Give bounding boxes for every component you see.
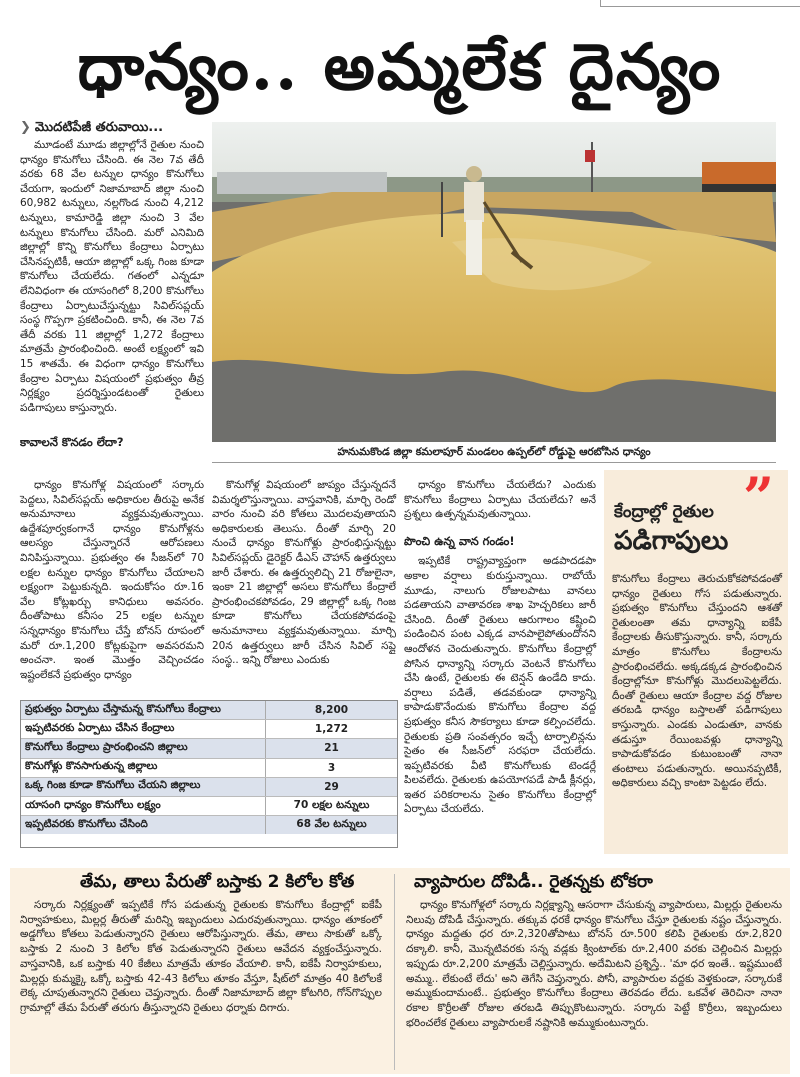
- grain-drying-photo: [212, 122, 776, 442]
- kicker: [20, 120, 163, 138]
- table-row: [21, 797, 397, 816]
- sidebar-title-large: పడిగాపులు: [614, 526, 729, 556]
- table-cell-label: ఇప్పటివరకు కొనుగోలు చేసింది: [21, 816, 266, 834]
- sidebar-title: కేంద్రాల్లో రైతుల: [614, 502, 714, 522]
- table-cell-value: 70 లక్షల టన్నులు: [293, 798, 370, 811]
- table-row: [21, 739, 397, 758]
- column-divider: [394, 874, 395, 1070]
- table-row: [21, 701, 397, 720]
- bottom-left-body: [20, 898, 382, 1016]
- table-cell-value: 21: [324, 742, 339, 755]
- bottom-right-body: [406, 898, 782, 1030]
- table-cell-value: 68 వేల టన్నులు: [296, 817, 367, 830]
- chevron-right-icon: ❯: [20, 120, 31, 135]
- paragraph: సర్కారు నిర్లక్ష్యంతో ఇప్పటికే గోస పడుతున్న రైతులకు కొనుగోలు కేంద్రాల్లో ఐకేపీ నిర్వాహకులు, మిల్లర్ల తీరుతో మరిన్ని ఇబ్బందులు ఎదురవుతున్నాయి. ధాన్యం తూకంలో అడ్డగోలు కోతలు పెడుతున్నారని రైతులు ఆరోపిస్తున్నారు. తేమ, తాలు సాకుతో ఒక్కో బస్తాకు 2 నుంచి 3 కిలోల కోత పెడుతున్నారని రైతులు ఆవేదన వ్యక్తంచేస్తున్నారు. వాస్తవానికి, ఒక బస్తాకు 40 కేజీలు మాత్రమే తూకం వేయాలి. కానీ, ఐకేపీ నిర్వాహకులు, మిల్లర్లు కుమ్మక్కై ఒక్కో బస్తాకు 42-43 కిలోలు తూకం వేస్తూ, షీట్‌లో మాత్రం 40 కిలోలకే లెక్క చూపుతున్నారని రైతులు చెప్తున్నారు. దీంతో నిజామాబాద్ జిల్లా కోటగిరి, గోన్‌గొప్పుల గ్రామాల్లో తేమ పేరుతో తరుగు తీస్తున్నారని రైతులు ధర్నాకు దిగారు.: [20, 899, 382, 1014]
- table-cell-label: యాసంగి ధాన్యం కొనుగోలు లక్ష్యం: [21, 797, 266, 815]
- paragraph: మూడంటే మూడు జిల్లాల్లోనే రైతుల నుంచి ధాన్యం కొనుగోలు చేసింది. ఈ నెల 7వ తేదీ వరకు 68 వేల టన్నుల ధాన్యం కొనుగోలు చేయగా, ఇందులో నిజామాబాద్ జిల్లా నుంచి 60,982 టన్నులు, నల్లగొండ నుంచి 4,212 టన్నులు, కామారెడ్డి జిల్లా నుంచి 3 వేల టన్నులు కొనుగోలు చేసింది. మరో ఎనిమిది జిల్లాల్లో కొన్ని కొనుగోలు కేంద్రాలు ఏర్పాటు చేసినప్పటికీ, ఆయా జిల్లాల్లో ఒక్క గింజ కూడా కొనుగోలు చేయలేదు. గతంలో ఎన్నడూ లేనివిధంగా ఈ యాసంగిలో 8,200 కొనుగోలు కేంద్రాలు ఏర్పాటుచేస్తున్నట్టు సివిల్‌సప్లయ్ సంస్థ గొప్పగా ప్రకటించింది. కానీ, ఈ నెల 7వ తేదీ వరకు 11 జిల్లాల్లో 1,272 కేంద్రాలు మాత్రమే ప్రారంభించింది. అంటే లక్ష్యంలో ఇవి 15 శాతమే. ఈ విధంగా ధాన్యం కొనుగోలు కేంద్రాల ఏర్పాటు విషయంలో ప్రభుత్వం తీవ్ర నిర్లక్ష్యం ప్రదర్శిస్తుండటంతో రైతులు పడిగాపులు కాస్తున్నారు.: [20, 139, 204, 414]
- table-row: [21, 816, 397, 834]
- bottom-right-title: వ్యాపారుల దోపిడీ.. రైతన్నకు టోకరా: [414, 872, 653, 892]
- table-cell-value: 1,272: [314, 723, 349, 736]
- table-cell-label: ఇప్పటివరకు ఏర్పాటు చేసిన కేంద్రాలు: [21, 720, 266, 738]
- subheading: పొంచి ఉన్న వాన గండం!: [404, 533, 515, 548]
- table-cell-label: కొనుగోలు కేంద్రాలు ప్రారంభించని జిల్లాలు: [21, 739, 266, 757]
- subheading: కావాలనే కొనడం లేదా?: [20, 435, 124, 450]
- article-column-1: [20, 138, 204, 456]
- table-cell-label: కొనుగోళ్లు కొనసాగుతున్న జిల్లాలు: [21, 759, 266, 777]
- table-cell-value: 29: [324, 780, 339, 793]
- kicker-text: మొదటిపేజీ తరువాయి...: [34, 120, 164, 135]
- headline: ధాన్యం.. అమ్మలేక దైన్యం: [77, 30, 723, 105]
- table-row: [21, 720, 397, 739]
- table-row: [21, 778, 397, 797]
- paragraph: ఇప్పటికే రాష్ట్రవ్యాప్తంగా అడపాదడపా అకాల వర్షాలు కురుస్తున్నాయి. రాబోయే మూడు, నాలుగు రోజులపాటు వానలు పడతాయని వాతావరణ శాఖ హెచ్చరికలు జారీ చేసింది. దీంతో రైతులు ఆరుగాలం కష్టించి పండించిన పంట ఎక్కడ వానపాలైపోతుందోనని ఆందోళన చెందుతున్నారు. కొనుగోలు కేంద్రాల్లో పోసిన ధాన్యాన్ని సర్కారు వెంటనే కొనుగోలు చేసి ఉంటే, రైతులకు ఈ టెన్షన్ ఉండేది కాదు. వర్షాలు పడితే, తడవకుండా ధాన్యాన్ని కాపాడుకొనేందుకు కొనుగోలు కేంద్రాల వద్ద ప్రభుత్వం కనీస సౌకర్యాలు కూడా కల్పించలేదు. రైతులకు ప్రతి సంవత్సరం ఇచ్చే టార్పాలిన్లను సైతం ఈ సీజన్‌లో సరఫరా చేయలేదు. ఇప్పటివరకు వీటి కొనుగోలుకు టెండర్లే పిలవలేదు. రైతులకు ఉపయోగపడే పాడీ క్లీనర్లు, ఇతర పరికరాలను సైతం కొనుగోలు కేంద్రాల్లో ఏర్పాటు చేయలేదు.: [404, 555, 596, 816]
- stats-table: [20, 700, 398, 848]
- article-column-2: [212, 478, 396, 668]
- divider: [212, 462, 776, 463]
- top-rule: [600, 0, 800, 7]
- paragraph: ధాన్యం కొనుగోళ్లలో సర్కారు నిర్లక్ష్యాన్ని ఆసరాగా చేసుకున్న వ్యాపారులు, మిల్లర్లు రైతులను నిలువు దోపిడీ చేస్తున్నారు. తక్కువ ధరకే ధాన్యం కొనుగోలు చేస్తూ రైతులకు నష్టం చేస్తున్నారు. ధాన్యం మద్దతు ధర రూ.2,320తోపాటు బోనస్ రూ.500 కలిపి రైతులకు రూ.2,820 దక్కాలి. కానీ, మొన్నటివరకు సన్న వడ్లకు క్వింటాల్‌కు రూ.2,400 వరకు చెల్లించిన మిల్లర్లు ఇప్పుడు రూ.2,200 మాత్రమే చెల్లిస్తున్నారు. అదేమిటని ప్రశ్నిస్తే.. 'మా ధర ఇంతే.. ఇష్టముంటే అమ్ము.. లేకుంటే లేదు' అని తెగేసి చెప్తున్నారు. పోనీ, వ్యాపారుల వద్దకు వెళ్తకుండా, సర్కారుకే అమ్ముకుందామంటే.. ప్రభుత్వం కొనుగోలు కేంద్రాలు తెరవడం లేదు. ఒకవేళ తెరిచినా నానా రకాల కొర్రీలతో రోజుల తరబడి తిప్పుకొంటున్నారు. సర్కారు పెట్టే కొర్రీలు, ఇబ్బందులు భరించలేక రైతులు వ్యాపారులకే నష్టానికి అమ్ముకుంటున్నారు.: [406, 899, 782, 1029]
- table-cell-value: 8,200: [314, 704, 349, 717]
- paragraph: ధాన్యం కొనుగోళ్ల విషయంలో సర్కారు పెద్దలు, సివిల్‌సప్లయ్ అధికారుల తీరుపై అనేక అనుమానాలు వ్యక్తమవుతున్నాయి. ఉద్దేశపూర్వకంగానే ధాన్యం కొనుగోళ్లను ఆలస్యం చేస్తున్నారనే ఆరోపణలు వినిపిస్తున్నాయి. ప్రభుత్వం ఈ సీజన్‌లో 70 లక్షల టన్నుల ధాన్యం కొనుగోలు చేయాలని లక్ష్యంగా పెట్టుకున్నది. ఇందుకోసం రూ.16 వేల కోట్లఖర్చు కానిధులు అవసరం. దీంతోపాటు కనీసం 25 లక్షల టన్నుల సన్నధాన్యం కొనుగోలు చేస్తే బోనస్ రూపంలో మరో రూ.1,200 కోట్లకుపైగా అవసరమని అంచనా. ఇంత మొత్తం వెచ్చించడం ఇష్టంలేకనే ప్రభుత్వం ధాన్యం: [20, 479, 204, 681]
- sidebar-body: కొనుగోలు కేంద్రాలు తెరుచుకోకపోవడంతో ధాన్యం రైతులు గోస పడుతున్నారు. ప్రభుత్వం కొనుగోలు చేస్తుందని ఆశతో రైతులంతా తమ ధాన్యాన్ని ఐకేపీ కేంద్రాలకు తీసుకొస్తున్నారు. కానీ, సర్కారు మాత్రం కొనుగోలు కేంద్రాలను ప్రారంభించలేదు. అక్కడక్కడ ప్రారంభించిన కేంద్రాల్లోనూ కొనుగోళ్లు మొదలుపెట్టలేదు. దీంతో రైతులు ఆయా కేంద్రాల వద్ద రోజుల తరబడి ధాన్యం బస్తాలతో పడిగాపులు కాస్తున్నారు. ఎండకు ఎండుతూ, వానకు తడుస్తూ రేయింబవళ్లు ధాన్యాన్ని కాపాడుకోవడం కుటుంబంతో నానా తంటాలు పడుతున్నారు. అయినప్పటికీ, అధికారులు వచ్చి కాంటా పెట్టడం లేదు.: [612, 573, 782, 790]
- bottom-left-title: తేమ, తాలు పేరుతో బస్తాకు 2 కిలోల కోత: [80, 872, 355, 892]
- photo-caption: హనుమకొండ జిల్లా కమలాపూర్ మండలం ఉప్పల్‌లో రోడ్డుపై ఆరబోసిన ధాన్యం: [337, 446, 651, 458]
- paragraph: కొనుగోళ్ల విషయంలో జాప్యం చేస్తున్నదనే విమర్శలొస్తున్నాయి. వాస్తవానికి, మార్చి రెండో వారం నుంచి వరి కోతలు మొదలవుతాయని అధికారులకు తెలుసు. దీంతో మార్చి 20 నుంచే ధాన్యం కొనుగోళ్లు ప్రారంభిస్తున్నట్టు సివిల్‌సప్లయ్ డైరెక్టర్ డీఎస్ చౌహాన్ ఉత్తర్వులు జారీ చేశారు. ఈ ఉత్తర్వులిచ్చి 21 రోజులైనా, ఇంకా 21 జిల్లాల్లో అసలు కొనుగోలు కేంద్రాలే ప్రారంభించకపోవడం, 29 జిల్లాల్లో ఒక్క గింజ కూడా కొనుగోలు చేయకపోవడంపై అనుమానాలు వ్యక్తమవుతున్నాయి. మార్చి 20న ఉత్తర్వులు జారీ చేసిన సివిల్ సప్లై సంస్థ.. ఇన్ని రోజులు ఎందుకు: [212, 479, 396, 667]
- news-photo: [212, 122, 776, 442]
- article-column-1-lower: [20, 478, 204, 682]
- table-cell-value: 3: [327, 761, 336, 774]
- sidebar-box: [604, 465, 788, 854]
- table-row: [21, 759, 397, 778]
- table-cell-label: ఒక్క గింజ కూడా కొనుగోలు చేయని జిల్లాలు: [21, 778, 266, 796]
- quote-icon: ”: [742, 465, 774, 529]
- bottom-section: [10, 868, 790, 1074]
- article-column-3: [404, 478, 596, 817]
- table-cell-label: ప్రభుత్వం ఏర్పాటు చేస్తామన్న కొనుగోలు కేంద్రాలు: [21, 701, 266, 719]
- paragraph: ధాన్యం కొనుగోలు చేయలేదు? ఎందుకు కొనుగోలు కేంద్రాలు ఏర్పాటు చేయలేదు? అనే ప్రశ్నలు ఉత్పన్నమవుతున్నాయి.: [404, 479, 596, 521]
